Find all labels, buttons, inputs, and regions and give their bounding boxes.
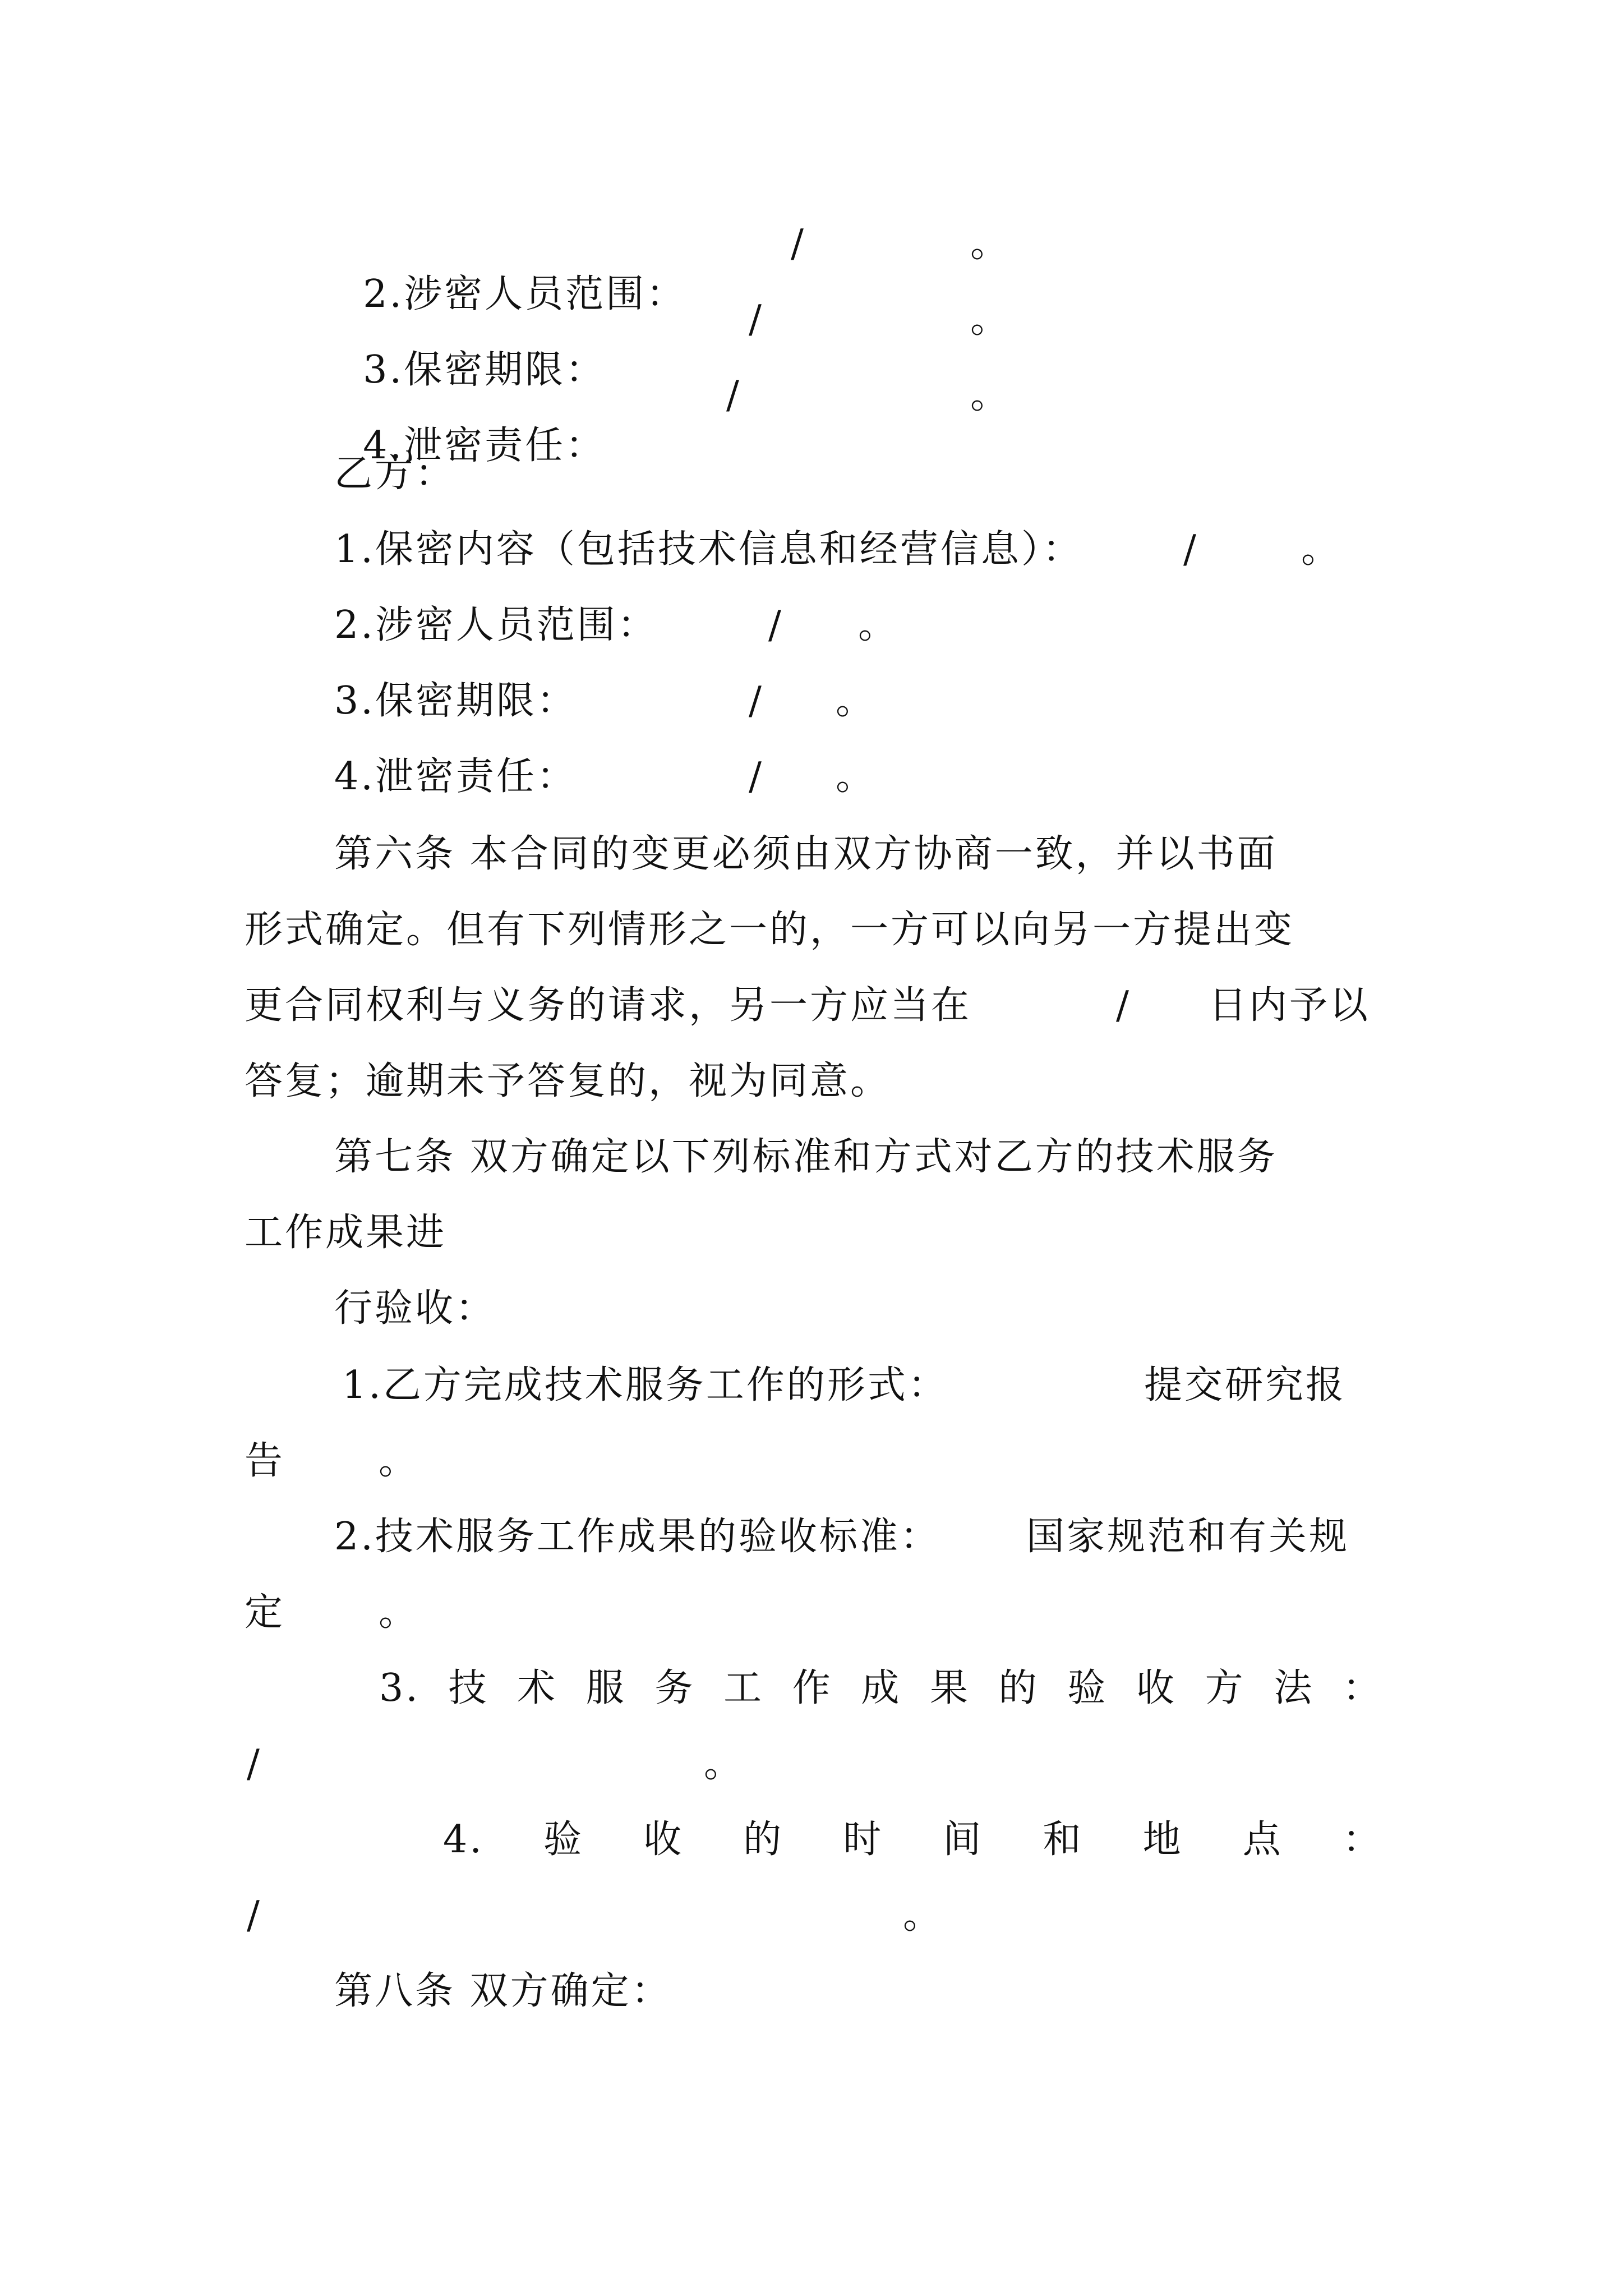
party-b-item-3-value: / bbox=[749, 679, 764, 723]
char: 间 bbox=[943, 1818, 984, 1862]
party-b-item-1: 1.保密内容（包括技术信息和经营信息）： bbox=[334, 527, 1083, 572]
article-7-item-1: 1.乙方完成技术服务工作的形式： bbox=[342, 1363, 948, 1407]
article-7-item-4 bbox=[443, 1815, 1383, 1865]
party-b-item-1-end: 。 bbox=[1301, 527, 1342, 572]
party-b-item-4-value: / bbox=[749, 754, 764, 799]
party-a-item-3-value: / bbox=[749, 297, 764, 342]
party-b-item-3: 3.保密期限： bbox=[334, 679, 577, 723]
article-7-item-3-value: / bbox=[247, 1742, 262, 1786]
article-6-line-3-end: 日内予以 bbox=[1209, 983, 1371, 1028]
char: 方 bbox=[1205, 1666, 1246, 1710]
article-6-line-1: 第六条 本合同的变更必须由双方协商一致，并以书面 bbox=[334, 832, 1278, 876]
article-7-item-3-end: 。 bbox=[704, 1742, 745, 1786]
party-a-item-4-end: 。 bbox=[970, 373, 1011, 417]
article-8-line-1: 第八条 双方确定： bbox=[334, 1969, 672, 2013]
char: 的 bbox=[998, 1666, 1039, 1710]
char: ： bbox=[1342, 1666, 1383, 1710]
party-a-item-2-end: 。 bbox=[970, 222, 1011, 266]
article-7-item-1-value-cont: 告 bbox=[245, 1439, 285, 1483]
char: 作 bbox=[792, 1666, 833, 1710]
char: 验 bbox=[1067, 1666, 1108, 1710]
char: 验 bbox=[543, 1818, 584, 1862]
article-6-line-3: 更合同权利与义务的请求，另一方应当在 bbox=[245, 983, 972, 1028]
clause-label: 4.泄密责任： bbox=[363, 424, 606, 468]
article-7-item-3 bbox=[379, 1663, 1383, 1714]
char: 地 bbox=[1142, 1818, 1183, 1862]
char: 术 bbox=[517, 1666, 558, 1710]
article-7-item-4-end: 。 bbox=[903, 1893, 944, 1938]
char: 4. bbox=[443, 1818, 484, 1862]
party-b-item-3-end: 。 bbox=[836, 679, 877, 723]
clause-label: 3.保密期限： bbox=[363, 348, 606, 392]
char: 技 bbox=[448, 1666, 489, 1710]
article-7-item-2-end: 。 bbox=[379, 1590, 419, 1635]
article-7-line-2: 工作成果进 bbox=[245, 1211, 447, 1255]
char: 的 bbox=[743, 1818, 784, 1862]
article-7-line-3: 行验收： bbox=[334, 1286, 496, 1331]
char: 务 bbox=[654, 1666, 695, 1710]
article-7-item-1-value: 提交研究报 bbox=[1144, 1363, 1347, 1407]
char: 法 bbox=[1274, 1666, 1315, 1710]
article-7-item-2: 2.技术服务工作成果的验收标准： bbox=[334, 1515, 940, 1559]
party-b-heading: 乙方： bbox=[334, 452, 456, 496]
char: 收 bbox=[1136, 1666, 1177, 1710]
char: 3. bbox=[379, 1666, 420, 1710]
article-6-line-2: 形式确定。但有下列情形之一的，一方可以向另一方提出变 bbox=[245, 908, 1295, 952]
article-7-item-2-value-cont: 定 bbox=[245, 1590, 285, 1635]
article-6-line-4: 答复；逾期未予答复的，视为同意。 bbox=[245, 1059, 891, 1103]
char: 成 bbox=[861, 1666, 902, 1710]
char: ： bbox=[1342, 1818, 1383, 1862]
article-7-item-2-value: 国家规范和有关规 bbox=[1026, 1515, 1350, 1559]
char: 时 bbox=[843, 1818, 884, 1862]
char: 服 bbox=[585, 1666, 626, 1710]
party-b-item-4-end: 。 bbox=[836, 754, 877, 799]
article-6-days-value: / bbox=[1116, 983, 1131, 1028]
char: 收 bbox=[643, 1818, 684, 1862]
party-b-item-2-value: / bbox=[768, 603, 783, 647]
party-a-item-4-value: / bbox=[726, 373, 741, 417]
clause-label: 2.涉密人员范围： bbox=[363, 272, 687, 316]
article-7-item-4-value: / bbox=[247, 1893, 262, 1938]
party-a-item-3-end: 。 bbox=[970, 297, 1011, 342]
article-7-line-1: 第七条 双方确定以下列标准和方式对乙方的技术服务 bbox=[334, 1135, 1278, 1179]
party-b-item-2: 2.涉密人员范围： bbox=[334, 603, 658, 647]
party-b-item-4: 4.泄密责任： bbox=[334, 754, 577, 799]
char: 果 bbox=[930, 1666, 971, 1710]
char: 点 bbox=[1242, 1818, 1283, 1862]
char: 和 bbox=[1043, 1818, 1083, 1862]
party-a-item-2-value: / bbox=[791, 222, 806, 266]
char: 工 bbox=[723, 1666, 764, 1710]
party-b-item-2-end: 。 bbox=[858, 603, 899, 647]
article-7-item-1-end: 。 bbox=[379, 1439, 419, 1483]
party-b-item-1-value: / bbox=[1183, 527, 1198, 572]
